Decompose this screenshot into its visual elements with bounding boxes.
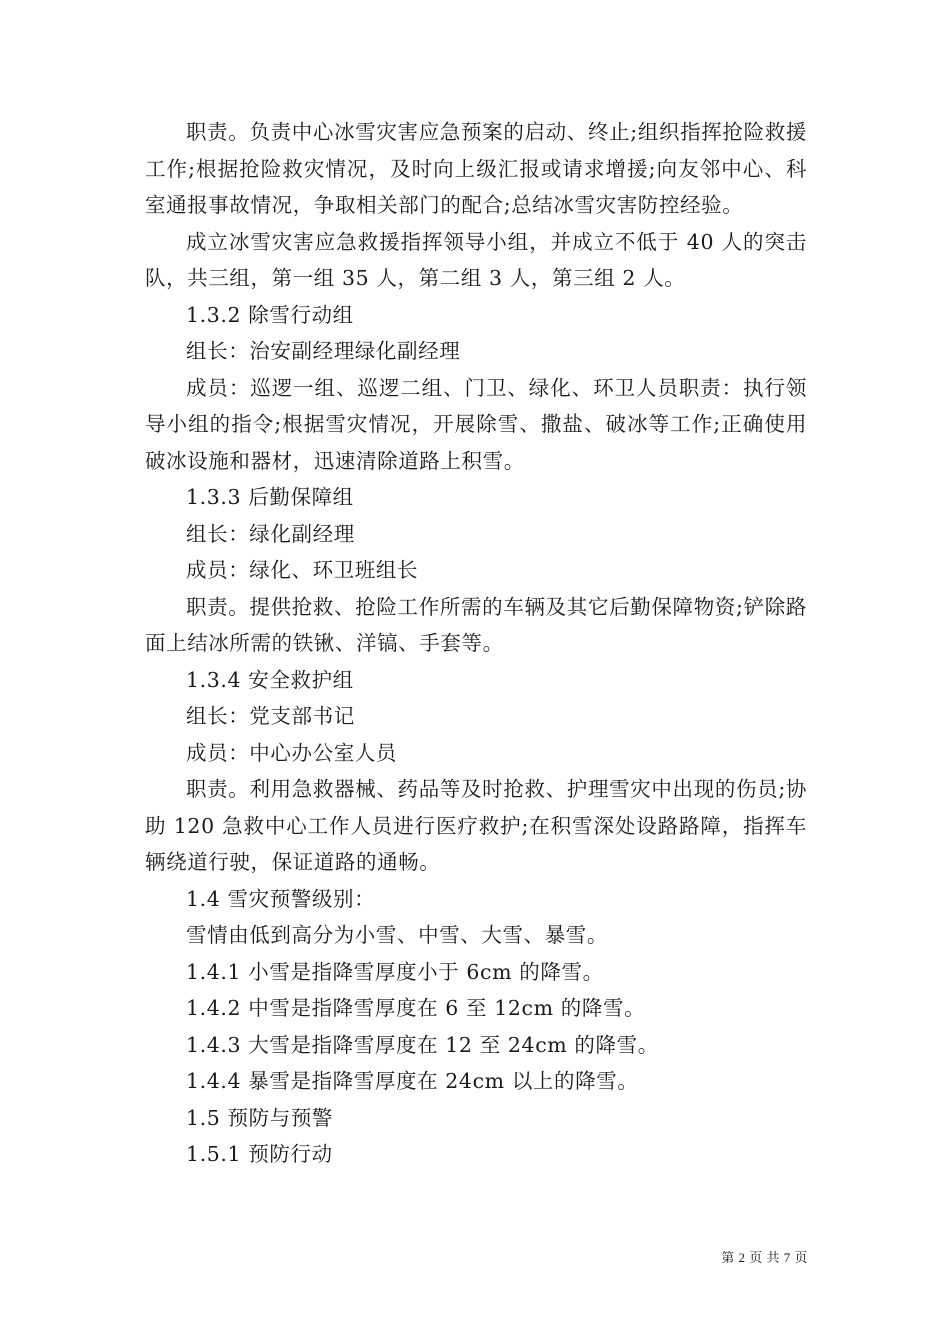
- paragraph: 1.4.1 小雪是指降雪厚度小于 6cm 的降雪。: [186, 959, 604, 984]
- paragraph: 1.4.3 大雪是指降雪厚度在 12 至 24cm 的降雪。: [186, 1032, 659, 1057]
- paragraph: 组长：绿化副经理: [186, 521, 355, 546]
- paragraph: 成员：巡逻一组、巡逻二组、门卫、绿化、环卫人员职责：执行领导小组的指令;根据雪灾情况，开展除雪、撒盐、破冰等工作;正确使用破冰设施和器材，迅速清除道路上积雪。: [145, 375, 807, 473]
- paragraph: 雪情由低到高分为小雪、中雪、大雪、暴雪。: [186, 923, 608, 947]
- paragraph: 组长：治安副经理绿化副经理: [186, 339, 461, 363]
- paragraph: 1.4.4 暴雪是指降雪厚度在 24cm 以上的降雪。: [186, 1069, 639, 1093]
- section-heading: 1.5.1 预防行动: [186, 1142, 333, 1166]
- section-heading: 1.3.2 除雪行动组: [186, 302, 354, 327]
- section-heading: 1.3.3 后勤保障组: [186, 485, 354, 509]
- paragraph: 1.4.2 中雪是指降雪厚度在 6 至 12cm 的降雪。: [186, 996, 646, 1020]
- section-heading: 1.4 雪灾预警级别：: [186, 886, 376, 911]
- document-body: [145, 114, 807, 1173]
- paragraph: 职责。负责中心冰雪灾害应急预案的启动、终止;组织指挥抢险救援工作;根据抢险救灾情况，及时向上级汇报或请求增援;向友邻中心、科室通报事故情况，争取相关部门的配合;总结冰雪灾害防控经验。: [145, 120, 807, 217]
- paragraph: 职责。提供抢救、抢险工作所需的车辆及其它后勤保障物资;铲除路面上结冰所需的铁锹、洋镐、手套等。: [145, 594, 807, 655]
- paragraph: 成立冰雪灾害应急救援指挥领导小组，并成立不低于 40 人的突击队，共三组，第一组 35 人，第二组 3 人，第三组 2 人。: [145, 229, 807, 290]
- paragraph: 职责。利用急救器械、药品等及时抢救、护理雪灾中出现的伤员;协助 120 急救中心工作人员进行医疗救护;在积雪深处设路路障，指挥车辆绕道行驶，保证道路的通畅。: [145, 777, 807, 874]
- paragraph: 组长：党支部书记: [186, 704, 355, 728]
- paragraph: 成员：绿化、环卫班组长: [186, 558, 419, 582]
- section-heading: 1.5 预防与预警: [186, 1105, 334, 1130]
- page-number-footer: 第 2 页 共 7 页: [721, 1250, 808, 1265]
- paragraph: 成员：中心办公室人员: [186, 740, 397, 765]
- section-heading: 1.3.4 安全救护组: [186, 667, 354, 692]
